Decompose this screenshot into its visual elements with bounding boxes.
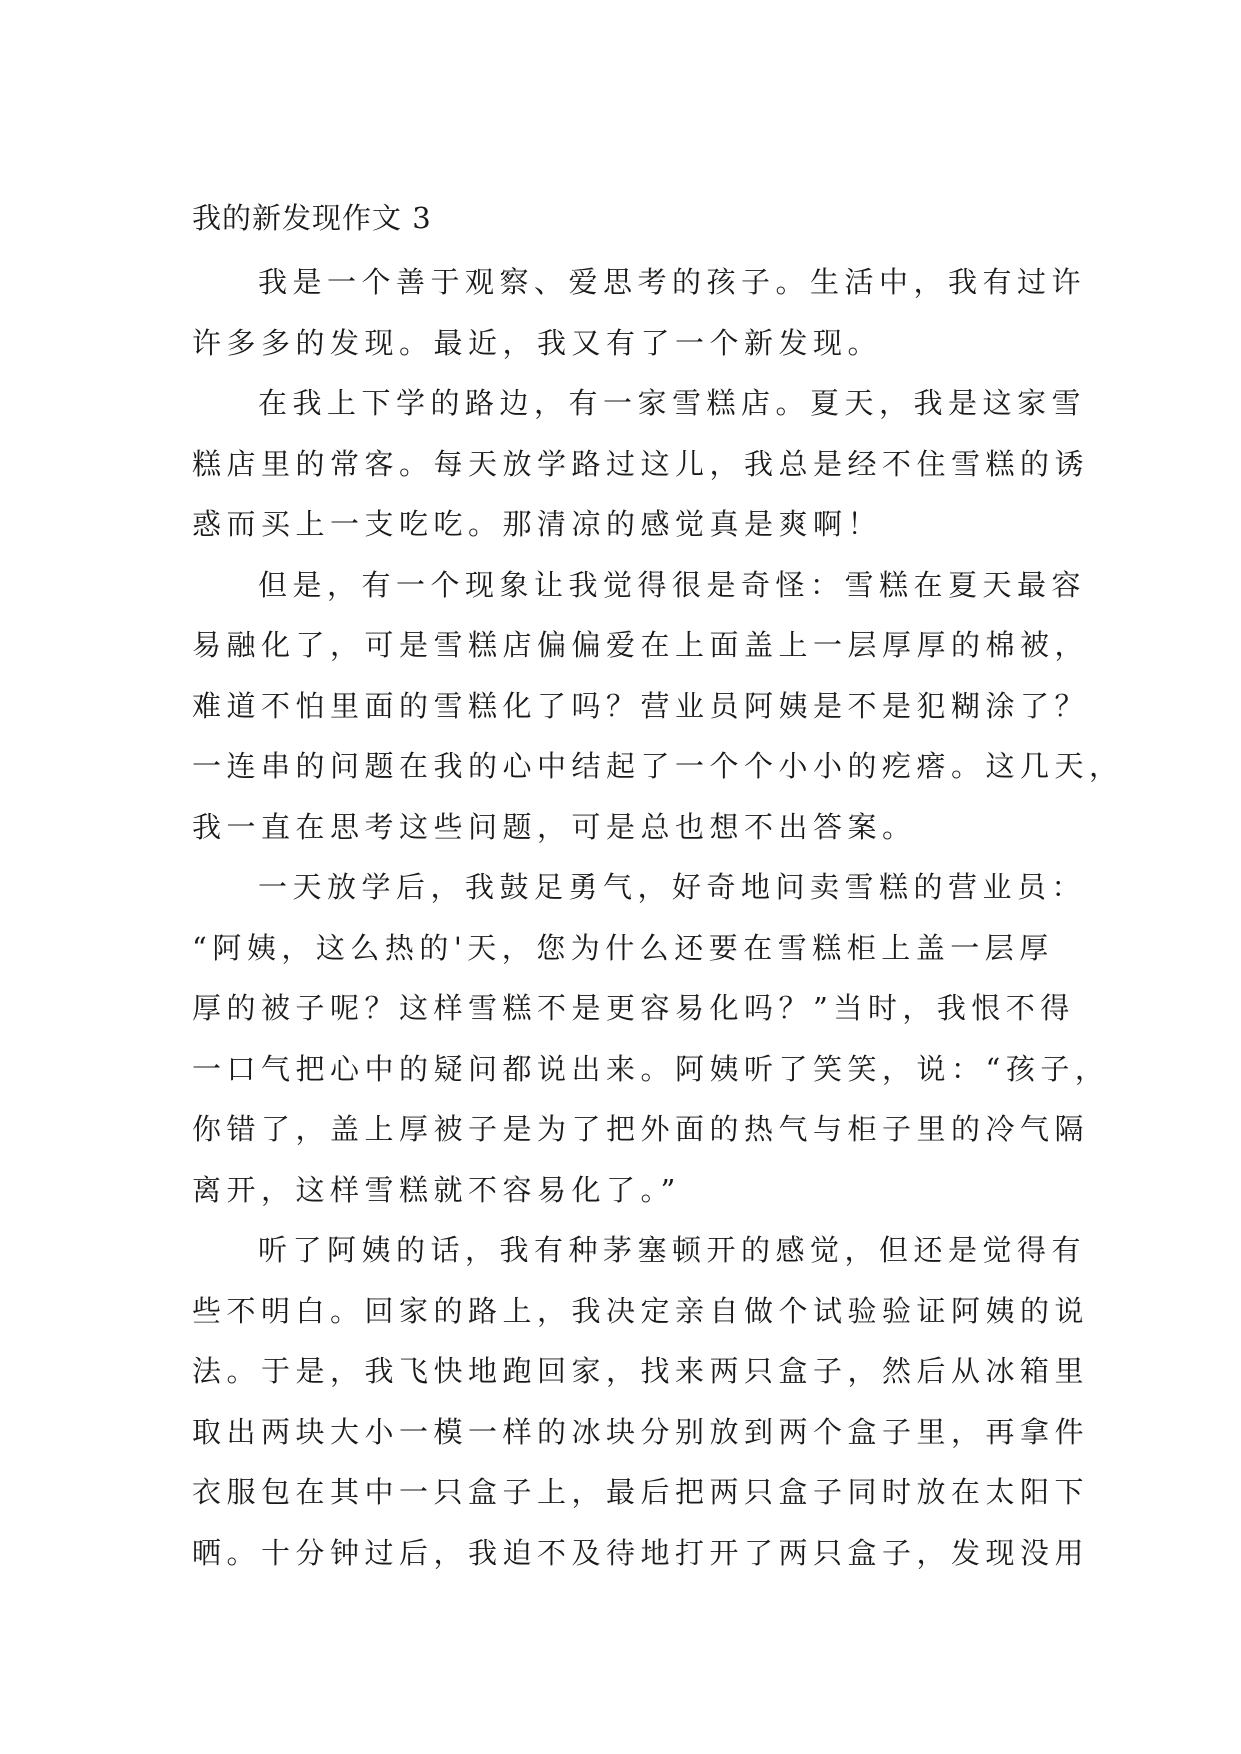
paragraph-line: 我是一个善于观察、爱思考的孩子。生活中，我有过许 bbox=[258, 265, 1087, 299]
paragraph-line: 一天放学后，我鼓足勇气，好奇地问卖雪糕的营业员： bbox=[258, 870, 1087, 904]
paragraph-line: 法。于是，我飞快地跑回家，找来两只盒子，然后从冰箱里 bbox=[192, 1354, 1090, 1388]
paragraph-line: 听了阿姨的话，我有种茅塞顿开的感觉，但还是觉得有 bbox=[258, 1233, 1087, 1267]
paragraph-line: 易融化了，可是雪糕店偏偏爱在上面盖上一层厚厚的棉被， bbox=[192, 628, 1090, 662]
paragraph-line: 在我上下学的路边，有一家雪糕店。夏天，我是这家雪 bbox=[258, 386, 1087, 420]
paragraph-line: 厚的被子呢？这样雪糕不是更容易化吗？”当时，我恨不得 bbox=[192, 991, 1075, 1025]
paragraph-line: 我一直在思考这些问题，可是总也想不出答案。 bbox=[192, 809, 917, 844]
paragraph-line: 但是，有一个现象让我觉得很是奇怪：雪糕在夏天最容 bbox=[258, 567, 1087, 602]
article-body bbox=[192, 198, 1124, 1583]
paragraph-line: 一连串的问题在我的心中结起了一个个小小的疙瘩。这几天， bbox=[192, 749, 1124, 783]
paragraph-line: 糕店里的常客。每天放学路过这儿，我总是经不住雪糕的诱 bbox=[192, 446, 1090, 481]
paragraph-line: 衣服包在其中一只盒子上，最后把两只盒子同时放在太阳下 bbox=[192, 1475, 1090, 1509]
paragraph-line: 取出两块大小一模一样的冰块分别放到两个盒子里，再拿件 bbox=[192, 1414, 1090, 1449]
paragraph-line: “阿姨，这么热的'天，您为什么还要在雪糕柜上盖一层厚 bbox=[192, 930, 1054, 965]
article-title: 我的新发现作文 3 bbox=[192, 201, 432, 235]
paragraph-line: 晒。十分钟过后，我迫不及待地打开了两只盒子，发现没用 bbox=[192, 1535, 1090, 1570]
paragraph-line: 些不明白。回家的路上，我决定亲自做个试验验证阿姨的说 bbox=[192, 1293, 1090, 1328]
paragraph-line: 难道不怕里面的雪糕化了吗？营业员阿姨是不是犯糊涂了？ bbox=[192, 688, 1090, 723]
paragraph-line: 一口气把心中的疑问都说出来。阿姨听了笑笑，说：“孩子， bbox=[192, 1051, 1110, 1086]
paragraph-line: 惑而买上一支吃吃。那清凉的感觉真是爽啊！ bbox=[192, 507, 883, 541]
paragraph-line: 离开，这样雪糕就不容易化了。” bbox=[192, 1172, 681, 1207]
paragraph-line: 许多多的发现。最近，我又有了一个新发现。 bbox=[192, 325, 883, 360]
paragraph-line: 你错了，盖上厚被子是为了把外面的热气与柜子里的冷气隔 bbox=[192, 1112, 1090, 1146]
